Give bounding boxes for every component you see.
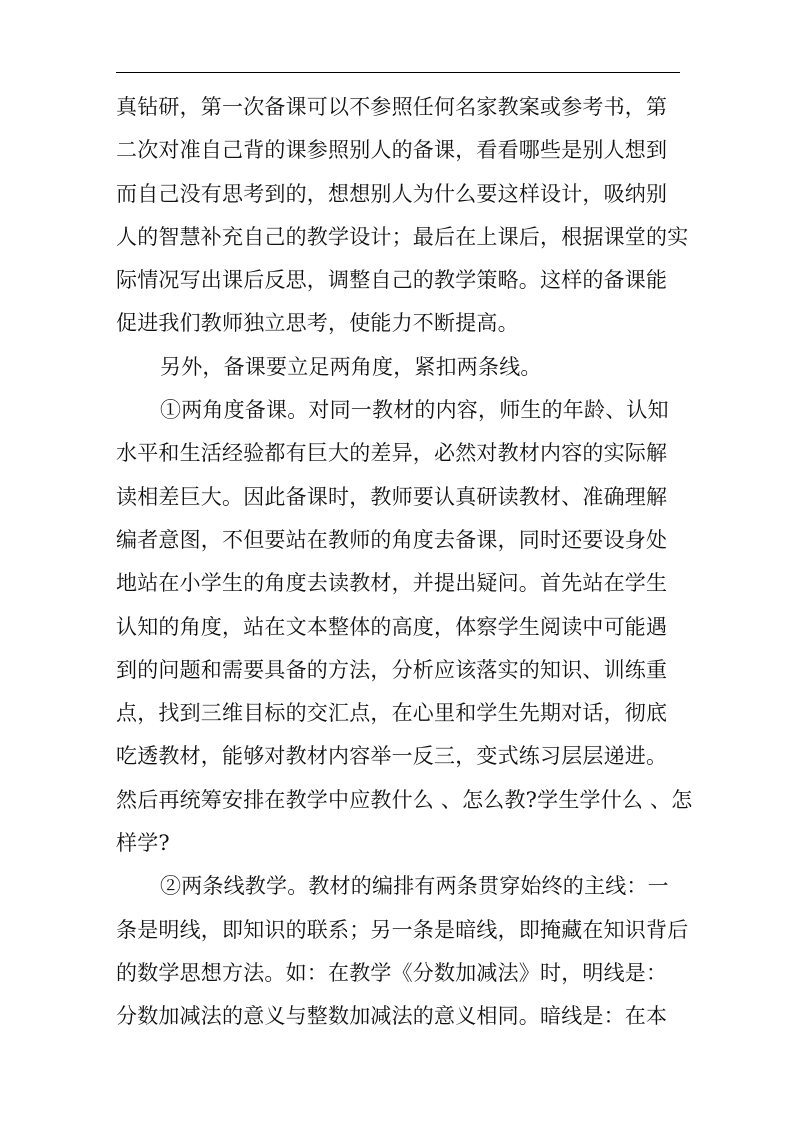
text-line: 二次对准自己背的课参照别人的备课，看看哪些是别人想到: [116, 138, 668, 163]
paragraph-first-line: ①两角度备课。对同一教材的内容，师生的年龄、认知: [160, 398, 669, 423]
text-line: 分数加减法的意义与整数加减法的意义相同。暗线是：在本: [116, 1004, 668, 1029]
paragraph-first-line: ②两条线教学。教材的编排有两条贯穿始终的主线：一: [160, 874, 669, 899]
text-line: 地站在小学生的角度去读教材，并提出疑问。首先站在学生: [116, 571, 668, 596]
text-line: 编者意图，不但要站在教师的角度去备课，同时还要设身处: [116, 527, 668, 552]
text-line: 读相差巨大。因此备课时，教师要认真研读教材、准确理解: [116, 484, 668, 509]
text-line: 水平和生活经验都有巨大的差异，必然对教材内容的实际解: [116, 441, 668, 466]
text-line: 条是明线，即知识的联系；另一条是暗线，即掩藏在知识背后: [116, 917, 689, 942]
text-line: 样学?: [116, 831, 170, 856]
text-line: 然后再统筹安排在教学中应教什么 、怎么教?学生学什么 、怎: [116, 787, 693, 812]
text-line: 而自己没有思考到的，想想别人为什么要这样设计，吸纳别: [116, 181, 668, 206]
text-line: 点，找到三维目标的交汇点，在心里和学生先期对话，彻底: [116, 701, 668, 726]
document-body: [116, 86, 693, 1039]
text-line: 认知的角度，站在文本整体的高度，体察学生阅读中可能遇: [116, 614, 668, 639]
header-rule: [116, 72, 680, 73]
text-line: 真钻研，第一次备课可以不参照任何名家教案或参考书，第: [116, 95, 668, 119]
text-line: 际情况写出课后反思，调整自己的教学策略。这样的备课能: [116, 268, 668, 293]
text-line: 吃透教材，能够对教材内容举一反三，变式练习层层递进。: [116, 744, 668, 769]
text-line: 到的问题和需要具备的方法，分析应该落实的知识、训练重: [116, 657, 668, 682]
text-line: 的数学思想方法。如：在教学《分数加减法》时，明线是：: [116, 960, 668, 985]
text-line: 人的智慧补充自己的教学设计；最后在上课后，根据课堂的实: [116, 224, 689, 249]
text-line: 促进我们教师独立思考，使能力不断提高。: [116, 311, 519, 336]
paragraph-first-line: 另外，备课要立足两角度，紧扣两条线。: [160, 354, 542, 379]
